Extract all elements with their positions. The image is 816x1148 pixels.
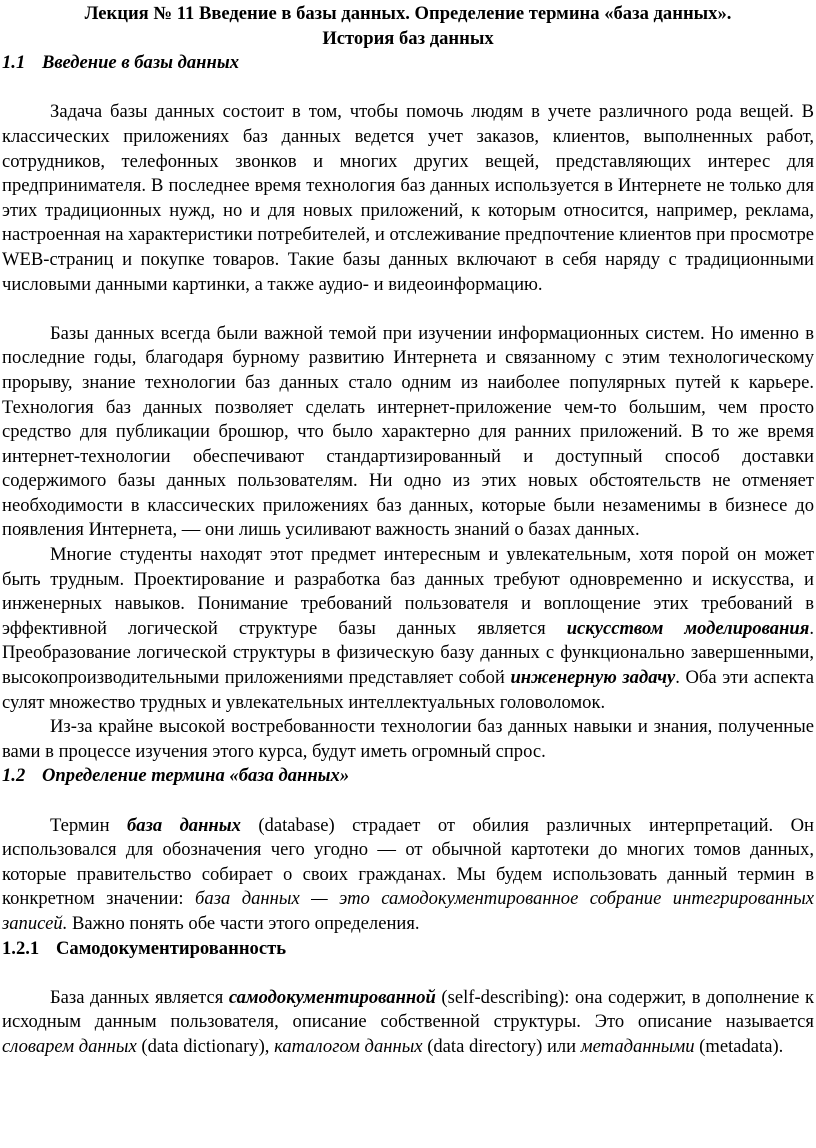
emphasis-database-term: база данных — [127, 814, 241, 836]
paragraph-self-describing — [2, 986, 814, 1060]
emphasis-art-of-modeling: искусством моделирования — [566, 617, 810, 639]
text-run: Термин — [50, 814, 128, 836]
emphasis-self-describing: самодокументированной — [228, 986, 436, 1008]
text-run: (database) страдает от обилия различных интерпретаций. Он использовался для обозначения чего угодно — от обычной картотеки до многих томов данных, которые правительство собирает о своих гражданах. Мы будем использовать данный термин в конкретном значении: — [2, 814, 815, 910]
subsection-title: Самодокументированность — [56, 937, 287, 959]
text-run: Важно понять обе части этого определения. — [67, 912, 420, 934]
section-number: 1.2 — [2, 765, 26, 787]
section-heading-1-2 — [2, 764, 814, 789]
text-run: . Оба эти аспекта сулят множество трудных и увлекательных интеллектуальных головоломок. — [2, 667, 814, 713]
term-metadata: метаданными — [580, 1035, 695, 1057]
paragraph-students — [2, 543, 814, 715]
text-run: . Преобразование логической структуры в физическую базу данных с функционально завершенными, высокопроизводительными приложениями представляет собой — [2, 617, 814, 689]
term-data-directory: каталогом данных — [274, 1035, 423, 1057]
section-title: Определение термина «база данных» — [42, 765, 350, 787]
paragraph-demand: Из-за крайне высокой востребованности технологии баз данных навыки и знания, полученные вами в процессе изучения этого курса, будут иметь огромный спрос. — [2, 716, 814, 762]
paragraph-intro: Задача базы данных состоит в том, чтобы помочь людям в учете различного рода вещей. В классических приложениях баз данных ведется учет заказов, клиентов, выполненных работ, сотрудников, телефонных звонков и многих других вещей, представляющих интерес для предпринимателя. В последнее время технология баз данных используется в Интернете не только для этих традиционных нужд, но и для новых приложений, к которым относится, например, реклама, настроенная на характеристики потребителей, и отслеживание предпочтение клиентов при просмотре WEB-страниц и покупке товаров. Такие базы данных включают в себя наряду с традиционными числовыми данными картинки, а также аудио- и видеоинформацию. — [2, 101, 814, 295]
lecture-title — [2, 2, 814, 51]
emphasis-engineering-task: инженерную задачу — [510, 667, 676, 689]
paragraph-importance: Базы данных всегда были важной темой при изучении информационных систем. Но именно в последние годы, благодаря бурному развитию Интернета и связанному с этим технологическому прорыву, знание технологии баз данных стало одним из наиболее популярных путей к карьере. Технология баз данных позволяет сделать интернет-приложение чем-то большим, чем просто средство для публикации брошюр, что было характерно для ранних приложений. В то же время интернет-технологии обеспечивают стандартизированный и доступный способ доставки содержимого базы данных пользователям. Ни одно из этих новых обстоятельств не отменяет необходимости в классических приложениях баз данных, которые были незаменимы в бизнесе до появления Интернета, — они лишь усиливают важность знаний о базах данных. — [2, 322, 814, 541]
text-run: База данных является — [50, 986, 229, 1008]
lecture-title-line-2: История баз данных — [322, 27, 494, 49]
section-heading-1-1 — [2, 51, 814, 76]
text-run: Многие студенты находят этот предмет интересным и увлекательным, хотя порой он может быть трудным. Проектирование и разработка баз данных требуют одновременно и искусства, и инженерных навыков. Понимание требований пользователя и воплощение этих требований в эффективной логической структуре базы данных является — [2, 544, 814, 639]
term-data-dictionary: словарем данных — [2, 1035, 137, 1057]
subsection-number: 1.2.1 — [2, 937, 40, 959]
text-run: (data dictionary), — [136, 1035, 275, 1057]
section-number: 1.1 — [2, 52, 26, 74]
section-title: Введение в базы данных — [42, 52, 240, 74]
definition-italic: база данных — это самодокументированное собрание интегрированных записей. — [2, 888, 814, 934]
text-run: (data directory) или — [422, 1035, 581, 1057]
lecture-title-line-1: Лекция № 11 Введение в базы данных. Определение термина «база данных». — [84, 3, 732, 24]
paragraph-definition — [2, 814, 814, 937]
subsection-heading-1-2-1 — [2, 937, 814, 962]
text-run: (self-describing): она содержит, в дополнение к исходным данным пользователя, описание собственной структуры. Это описание называется — [2, 986, 814, 1033]
text-run: (metadata). — [694, 1035, 784, 1057]
